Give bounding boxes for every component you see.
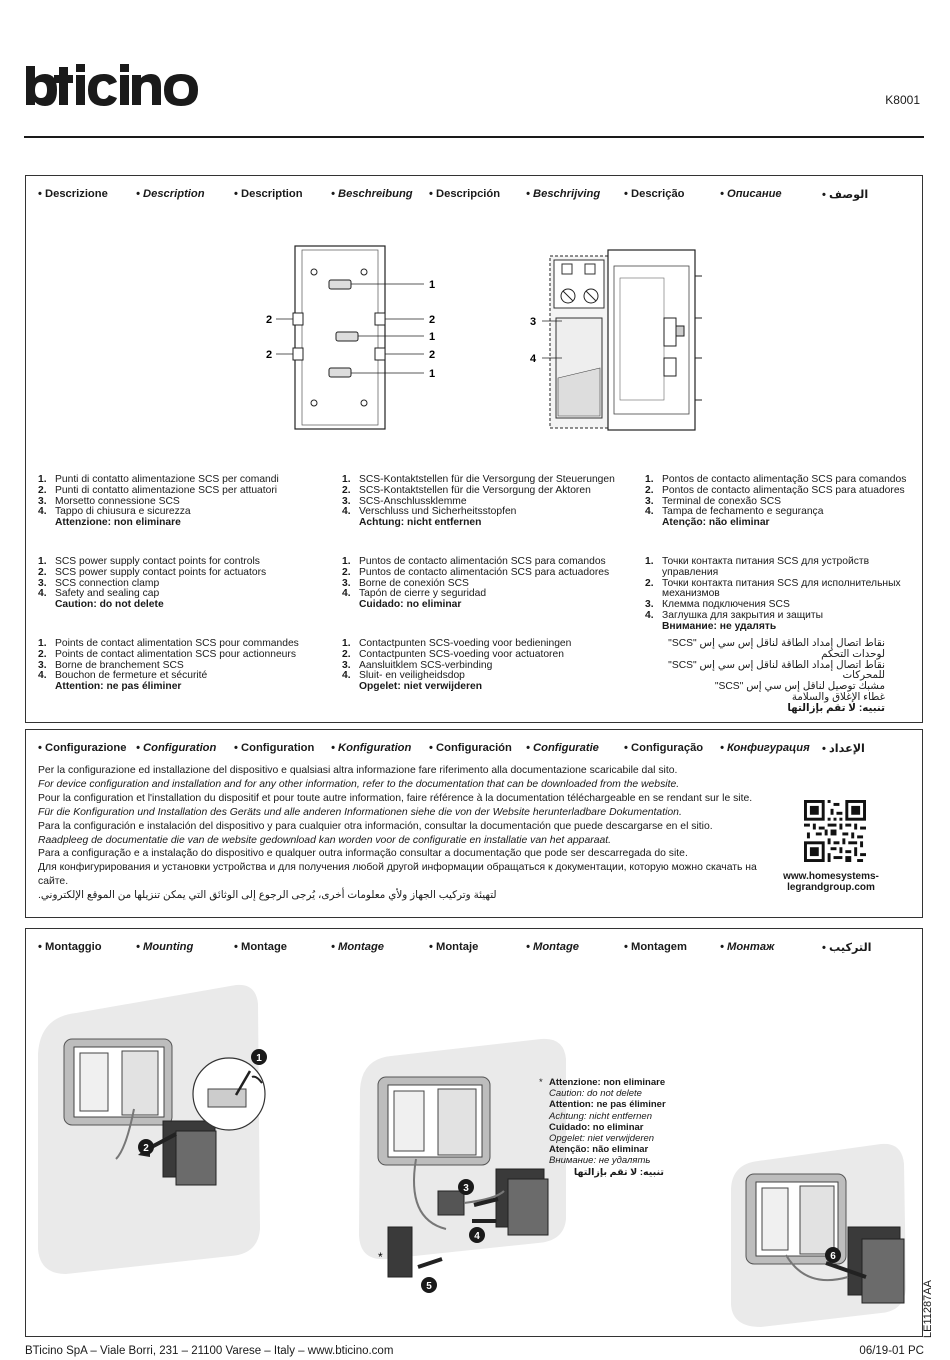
cfg-text-en: For device configuration and installation and for any other information, refer to the documentation that can be downloaded from the website. bbox=[38, 778, 680, 790]
mnt-header-es: • Montaje bbox=[429, 941, 479, 953]
caution-note: * Attenzione: non eliminare Caution: do not delete Attention: ne pas éliminer Achtung: nicht entfernen Cuidado: no eliminar Opgelet: niet verwijderen Atenção: não eliminar Внимание: не удалять تنبيه: لا تقم بإزالتها bbox=[539, 1077, 666, 1178]
list-en: 1. SCS power supply contact points for controls 2. SCS power supply contact points for actuators 3. SCS connection clamp 4. Safety and sealing cap Caution: do not delete bbox=[38, 556, 267, 611]
website-url[interactable]: www.homesystems-legrandgroup.com bbox=[783, 871, 879, 893]
header-pt: • Descrição bbox=[624, 188, 685, 200]
footer-date: 06/19-01 PC bbox=[859, 1345, 924, 1357]
mnt-header-nl: • Montage bbox=[526, 941, 580, 953]
header-fr: • Description bbox=[234, 188, 303, 200]
header-divider bbox=[24, 136, 924, 138]
step-3: 3 bbox=[463, 1183, 469, 1194]
configuration-section bbox=[25, 729, 923, 918]
mnt-header-pt: • Montagem bbox=[624, 941, 687, 953]
list-ru: 1. Точки контакта питания SCS для устройств управления 2. Точки контакта питания SCS для исполнительных механизмов 3. Клемма подключения SCS 4. Заглушка для закрытия и защиты Внимание: не удалять bbox=[645, 556, 901, 632]
front-view-diagram bbox=[266, 238, 466, 438]
cfg-text-nl: Raadpleeg de documentatie die van de website gedownload kan worden voor de configuratie en installatie van het apparaat. bbox=[38, 834, 612, 846]
configuration-text bbox=[38, 764, 763, 903]
cfg-text-es: Para la configuración e instalación del dispositivo y para cualquier otra información, consultar la documentación que puede descargarse en el sitio. bbox=[38, 820, 713, 832]
callout-2d: 2 bbox=[429, 349, 436, 361]
header-nl: • Beschrijving bbox=[526, 188, 601, 200]
list-ar: نقاط اتصال إمداد الطاقة لناقل إس سي إس "SCS" لوحدات التحكم نقاط اتصال إمداد الطاقة لناقل إس سي إس "SCS" للمحركات مشبك توصيل لناقل إس سي إس "SCS" غطاء الإغلاق والسلامة تنبيه: لا تقم بإزالتها bbox=[668, 638, 885, 714]
list-nl: 1. Contactpunten SCS-voeding voor bedieningen 2. Contactpunten SCS-voeding voor actuatoren 3. Aansluitklem SCS-verbinding 4. Sluit- en veiligheidsdop Opgelet: niet verwijderen bbox=[342, 638, 572, 693]
cfg-text-ar: لتهيئة وتركيب الجهاز ولأي معلومات أخرى، يُرجى الرجوع إلى الوثائق التي يمكن تنزيلها من الموقع الإلكتروني. bbox=[38, 890, 497, 902]
cfg-text-ru: Для конфигурирования и установки устройства и для получения любой другой информации обращаться к документации, которую можно скачать на сайте. bbox=[38, 862, 757, 888]
step-1: 1 bbox=[256, 1053, 262, 1064]
cfg-header-es: • Configuración bbox=[429, 742, 512, 754]
asterisk: * bbox=[378, 1250, 383, 1264]
mnt-header-ru: • Монтаж bbox=[720, 941, 775, 953]
cfg-header-en: • Configuration bbox=[136, 742, 217, 754]
description-section bbox=[25, 175, 923, 723]
document-code: LE11287AA bbox=[922, 1280, 934, 1338]
list-es: 1. Puntos de contacto alimentación SCS para comandos 2. Puntos de contacto alimentación SCS para actuadores 3. Borne de conexión SCS 4. Tapón de cierre y seguridad Cuidado: no eliminar bbox=[342, 556, 610, 611]
callout-3: 3 bbox=[530, 316, 537, 328]
list-it: 1. Punti di contatto alimentazione SCS per comandi 2. Punti di contatto alimentazione SCS per attuatori 3. Morsetto connessione SCS 4. Tappo di chiusura e sicurezza Attenzione: non eliminare bbox=[38, 474, 279, 529]
callout-1c: 1 bbox=[429, 368, 436, 380]
callout-2b: 2 bbox=[429, 314, 436, 326]
mounting-section bbox=[25, 928, 923, 1337]
cfg-header-fr: • Configuration bbox=[234, 742, 315, 754]
mnt-header-it: • Montaggio bbox=[38, 941, 102, 953]
bticino-logo bbox=[26, 64, 218, 106]
footer-address: BTicino SpA – Viale Borri, 231 – 21100 Varese – Italy – www.bticino.com bbox=[25, 1345, 394, 1357]
callout-1a: 1 bbox=[429, 279, 436, 291]
header-de: • Beschreibung bbox=[331, 188, 413, 200]
list-fr: 1. Points de contact alimentation SCS pour commandes 2. Points de contact alimentation SCS pour actionneurs 3. Borne de branchement SCS 4. Bouchon de fermeture et sécurité Attention: ne pas éliminer bbox=[38, 638, 299, 693]
step-2: 2 bbox=[143, 1143, 149, 1154]
list-pt: 1. Pontos de contacto alimentação SCS para comandos 2. Pontos de contacto alimentação SCS para atuadores 3. Terminal de conexão SCS 4. Tampa de fechamento e segurança Atenção: não eliminar bbox=[645, 474, 907, 529]
cfg-header-ru: • Конфигурация bbox=[720, 742, 810, 754]
callout-2a: 2 bbox=[266, 314, 273, 326]
cfg-text-it: Per la configurazione ed installazione del dispositivo e qualsiasi altra informazione fare riferimento alla documentazione scaricabile dal sito. bbox=[38, 765, 678, 776]
step-4: 4 bbox=[474, 1231, 480, 1242]
step-6: 6 bbox=[830, 1251, 836, 1262]
header-ru: • Описание bbox=[720, 188, 782, 200]
header-it: • Descrizione bbox=[38, 188, 108, 200]
step-5: 5 bbox=[426, 1281, 432, 1292]
header-es: • Descripción bbox=[429, 188, 501, 200]
callout-4: 4 bbox=[530, 353, 537, 365]
cfg-text-fr: Pour la configuration et l'installation du dispositif et pour toute autre information, faire référence à la documentation téléchargeable en se rendant sur le site. bbox=[38, 792, 753, 804]
mnt-header-ar: • التركيب bbox=[822, 942, 872, 954]
callout-1b: 1 bbox=[429, 331, 436, 343]
qr-code[interactable] bbox=[804, 800, 866, 862]
cfg-header-pt: • Configuração bbox=[624, 742, 704, 754]
side-view-diagram bbox=[496, 238, 716, 438]
cfg-text-de: Für die Konfiguration und Installation des Geräts und alle anderen Informationen siehe die von der Website herunterladbare Dokumentation. bbox=[38, 806, 682, 818]
cfg-header-de: • Konfiguration bbox=[331, 742, 412, 754]
header-ar: • الوصف bbox=[822, 189, 869, 201]
mnt-header-en: • Mounting bbox=[136, 941, 194, 953]
cfg-header-ar: • الإعداد bbox=[822, 743, 865, 755]
configuration-headers bbox=[38, 742, 898, 756]
mnt-header-de: • Montage bbox=[331, 941, 385, 953]
callout-2c: 2 bbox=[266, 349, 273, 361]
description-headers bbox=[38, 188, 898, 202]
header-en: • Description bbox=[136, 188, 205, 200]
cfg-text-pt: Para a configuração e a instalação do dispositivo e qualquer outra informação consultar a documentação que pode ser descarregada do site. bbox=[38, 848, 688, 860]
cfg-header-it: • Configurazione bbox=[38, 742, 127, 754]
mounting-illustration bbox=[26, 959, 922, 1336]
list-de: 1. SCS-Kontaktstellen für die Versorgung der Steuerungen 2. SCS-Kontaktstellen für die Versorgung der Aktoren 3. SCS-Anschlussklemme 4. Verschluss und Sicherheitsstopfen Achtung: nicht entfernen bbox=[342, 474, 615, 529]
product-code: K8001 bbox=[885, 93, 920, 107]
mnt-header-fr: • Montage bbox=[234, 941, 288, 953]
cfg-header-nl: • Configuratie bbox=[526, 742, 599, 754]
mounting-headers bbox=[38, 941, 898, 955]
